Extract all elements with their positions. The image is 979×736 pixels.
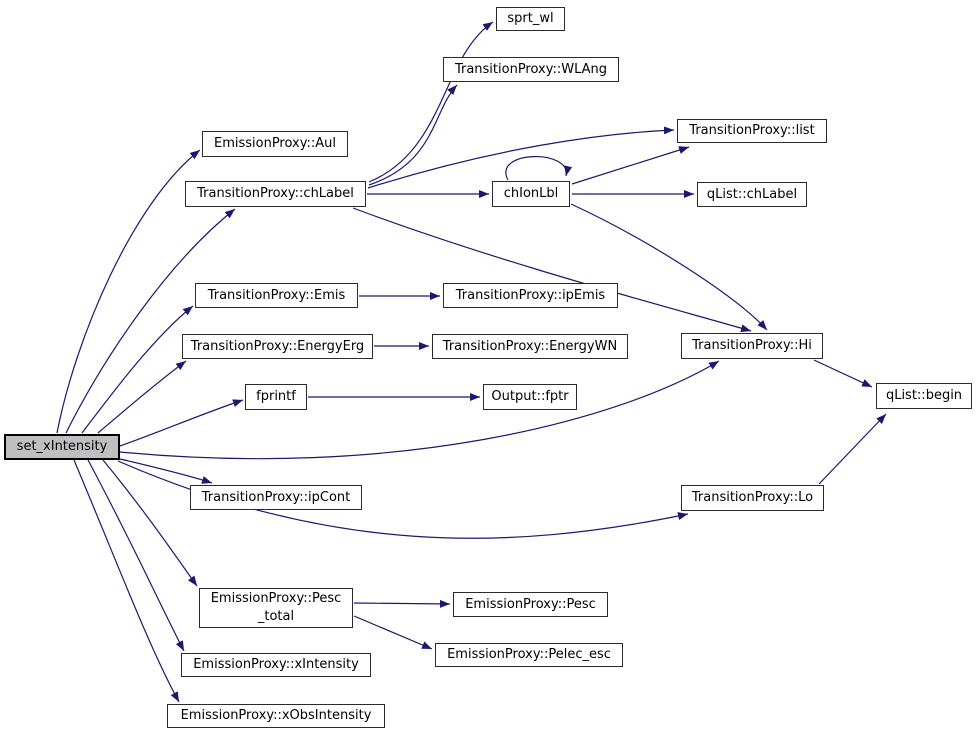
edge-chionlbl-to-transitionproxy-hi <box>571 204 767 330</box>
edge-set-xintensity-to-emissionproxy-xobsintensity <box>74 460 179 702</box>
edge-emissionproxy-pesc-total-to-emissionproxy-pesc <box>354 603 450 604</box>
node-label: TransitionProxy::ipCont <box>201 489 351 505</box>
edge-set-xintensity-to-transitionproxy-emis <box>82 306 193 433</box>
edge-set-xintensity-to-transitionproxy-hi <box>120 361 719 459</box>
node-label: EmissionProxy::xObsIntensity <box>180 708 372 723</box>
node-emissionproxy-pesc[interactable] <box>453 592 608 617</box>
node-label: Output::fptr <box>491 389 569 404</box>
edge-transitionproxy-chlabel-to-transitionproxy-wlang <box>369 85 457 185</box>
node-label: EmissionProxy::xIntensity <box>193 657 359 672</box>
node-qlist-chlabel[interactable] <box>697 182 807 207</box>
node-label: TransitionProxy::Lo <box>691 490 814 505</box>
edge-chionlbl-to-chionlbl <box>506 157 566 180</box>
node-emissionproxy-pelec-esc[interactable] <box>435 643 623 667</box>
node-transitionproxy-ipemis[interactable] <box>443 283 618 308</box>
node-transitionproxy-hi[interactable] <box>681 333 823 359</box>
node-set-xintensity[interactable] <box>4 434 120 460</box>
node-label: EmissionProxy::Pesc <box>210 591 342 606</box>
node-label: TransitionProxy::list <box>689 123 815 138</box>
edge-set-xintensity-to-transitionproxy-ipcont <box>120 459 212 483</box>
edge-emissionproxy-pesc-total-to-emissionproxy-pelec-esc <box>354 616 432 649</box>
node-chionlbl[interactable] <box>492 181 570 207</box>
node-label: TransitionProxy::Emis <box>207 287 346 303</box>
node-transitionproxy-list[interactable] <box>677 119 827 143</box>
edge-transitionproxy-chlabel-to-transitionproxy-list <box>368 130 674 188</box>
node-label: TransitionProxy::ipEmis <box>455 287 606 303</box>
node-qlist-begin[interactable] <box>876 383 972 409</box>
edge-transitionproxy-hi-to-qlist-begin <box>814 360 872 387</box>
node-label: TransitionProxy::EnergyWN <box>442 338 618 354</box>
node-label: EmissionProxy::Pesc <box>465 596 596 612</box>
node-label: TransitionProxy::chLabel <box>197 186 354 201</box>
edge-transitionproxy-chlabel-to-transitionproxy-hi <box>353 208 751 331</box>
node-label: TransitionProxy::WLAng <box>454 61 608 77</box>
node-emissionproxy-xobsintensity[interactable] <box>167 704 385 728</box>
node-label: EmissionProxy::Aul <box>213 136 336 151</box>
edge-set-xintensity-to-emissionproxy-pesc-total <box>103 460 197 586</box>
node-transitionproxy-chlabel[interactable] <box>185 181 366 207</box>
node-label: qList::chLabel <box>706 186 798 202</box>
node-transitionproxy-ipcont[interactable] <box>190 485 362 510</box>
node-sprt-wl[interactable] <box>496 7 565 31</box>
edge-transitionproxy-chlabel-to-sprt-wl <box>369 22 493 182</box>
edge-chionlbl-to-transitionproxy-list <box>572 147 689 184</box>
node-emissionproxy-pesc-total[interactable] <box>199 588 353 628</box>
node-transitionproxy-emis[interactable] <box>195 283 358 308</box>
node-transitionproxy-wlang[interactable] <box>443 57 619 82</box>
node-label: _total <box>257 609 295 624</box>
node-transitionproxy-energyerg[interactable] <box>182 334 373 359</box>
node-label: TransitionProxy::EnergyErg <box>190 338 365 354</box>
edge-set-xintensity-to-transitionproxy-chlabel <box>66 209 235 433</box>
edge-set-xintensity-to-transitionproxy-energyerg <box>98 361 186 433</box>
edge-set-xintensity-to-emissionproxy-xintensity <box>88 460 184 651</box>
edge-set-xintensity-to-fprintf <box>120 400 243 446</box>
node-label: sprt_wl <box>507 11 554 26</box>
node-transitionproxy-energywn[interactable] <box>432 334 628 359</box>
node-label: TransitionProxy::Hi <box>692 338 812 353</box>
node-label: EmissionProxy::Pelec_esc <box>447 647 611 662</box>
edge-set-xintensity-to-emissionproxy-aul <box>57 150 200 433</box>
node-output-fptr[interactable] <box>483 384 577 410</box>
node-transitionproxy-lo[interactable] <box>681 485 824 511</box>
node-label: set_xIntensity <box>16 439 108 454</box>
edge-transitionproxy-lo-to-qlist-begin <box>819 414 886 484</box>
node-label: qList::begin <box>885 388 963 403</box>
node-emissionproxy-xintensity[interactable] <box>181 653 371 677</box>
node-fprintf[interactable] <box>245 384 307 410</box>
node-label: chIonLbl <box>503 186 559 201</box>
node-label: fprintf <box>256 389 296 404</box>
node-emissionproxy-aul[interactable] <box>202 131 348 157</box>
